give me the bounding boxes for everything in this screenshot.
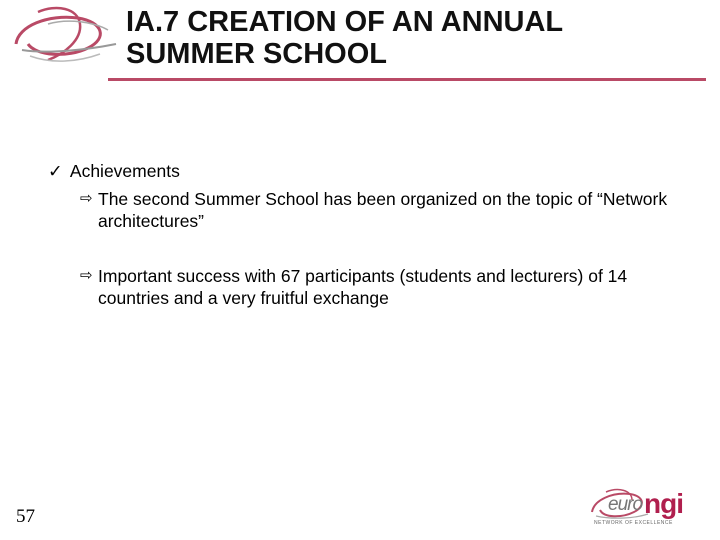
checkmark-icon: ✓ — [48, 161, 63, 181]
bullet-item — [80, 265, 680, 309]
arrow-right-icon: ⇨ — [80, 267, 93, 284]
slide-title-line-2: SUMMER SCHOOL — [126, 38, 387, 70]
eurongi-logo — [588, 488, 692, 532]
page-number: 57 — [16, 506, 35, 527]
achievements-heading-label: Achievements — [69, 161, 180, 181]
logo-tagline: NETWORK OF EXCELLENCE — [594, 520, 673, 526]
logo-word-euro: euro — [608, 494, 643, 515]
slide-title-line-1: IA.7 CREATION OF AN ANNUAL — [126, 6, 564, 38]
arrow-right-icon: ⇨ — [80, 190, 93, 207]
logo-word-ngi: ngi — [644, 488, 683, 519]
achievements-heading — [48, 160, 180, 182]
bullet-item — [80, 188, 680, 232]
bullet-text: Important success with 67 participants (students and lecturers) of 14 countries and a very fruitful exchange — [98, 266, 628, 308]
bullet-text: The second Summer School has been organized on the topic of “Network architectures” — [98, 189, 668, 231]
